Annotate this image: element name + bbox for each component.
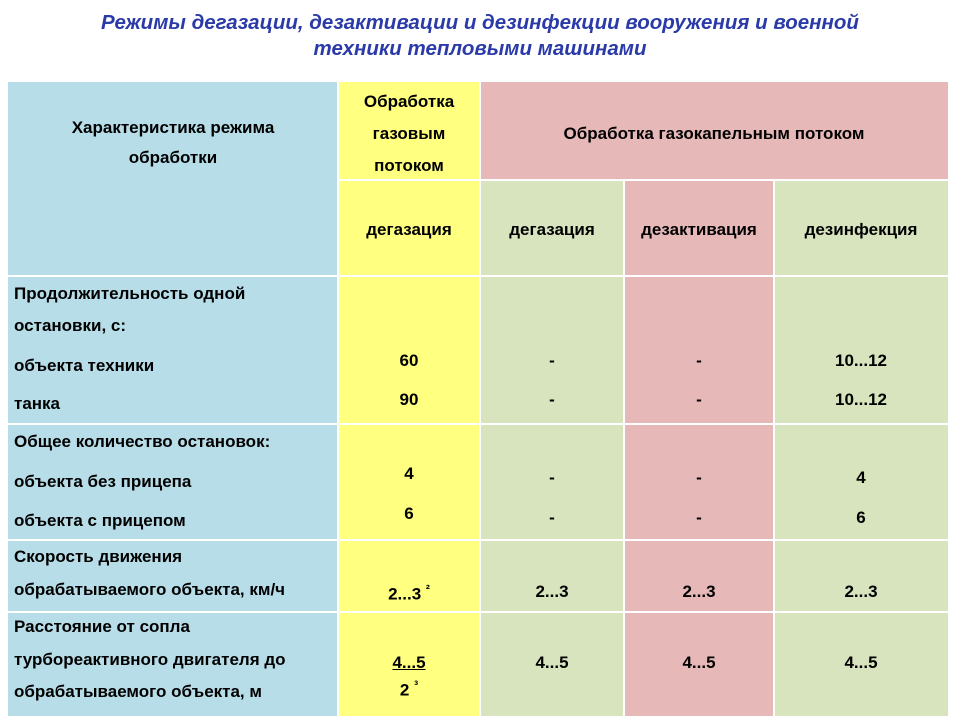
header-characteristic-line-1: Характеристика режима xyxy=(71,118,275,137)
cell-value: 2...3 xyxy=(682,582,716,601)
subheader-label: дезинфекция xyxy=(804,220,918,239)
subheader-label: дегазация xyxy=(366,220,452,239)
row-distance-c2 xyxy=(480,612,624,716)
header-gas-flow-line-3: потоком xyxy=(374,156,444,175)
footnote-mark: ³ xyxy=(414,678,419,692)
subheader-label: дезактивация xyxy=(641,220,757,239)
row-distance-c1 xyxy=(338,612,480,716)
cell-value: - xyxy=(549,351,555,370)
cell-value: 60 xyxy=(399,351,419,370)
row-distance-c3 xyxy=(624,612,774,716)
cell-value: 4...5 xyxy=(392,653,426,672)
cell-value: 4 xyxy=(404,464,414,483)
cell-value: 10...12 xyxy=(835,390,887,409)
row-speed-c2 xyxy=(480,540,624,612)
row-stops-item-1: объекта без прицепа xyxy=(14,472,192,491)
cell-value xyxy=(338,582,480,605)
row-distance-label-cell xyxy=(8,612,338,716)
row-stops-label: Общее количество остановок: xyxy=(14,432,271,451)
grid-line xyxy=(479,82,481,716)
cell-value: - xyxy=(696,390,702,409)
subheader-decontamination xyxy=(624,180,774,276)
cell-value: 4 xyxy=(856,468,866,487)
header-gas-flow-line-1: Обработка xyxy=(363,92,455,111)
row-duration-label-2: остановки, с: xyxy=(14,316,127,335)
header-gas-flow-line-2: газовым xyxy=(372,124,446,143)
row-duration-label-cell xyxy=(8,276,338,424)
row-speed-label-2: обрабатываемого объекта, км/ч xyxy=(14,580,286,599)
row-stops-item-2: объекта с прицепом xyxy=(14,511,186,530)
cell-value: 2...3 xyxy=(535,582,569,601)
grid-line xyxy=(8,423,948,425)
row-distance-label-3: обрабатываемого объекта, м xyxy=(14,682,262,701)
cell-value: 2...3 xyxy=(844,582,878,601)
row-duration-c4 xyxy=(774,276,948,424)
row-speed-label-cell xyxy=(8,540,338,612)
cell-value: - xyxy=(696,351,702,370)
cell-value: 4...5 xyxy=(682,653,716,672)
row-speed-c3 xyxy=(624,540,774,612)
header-gas-drop-flow-label: Обработка газокапельным потоком xyxy=(563,124,865,143)
cell-value-text: 2...3 xyxy=(388,584,422,604)
grid-line xyxy=(8,611,948,613)
grid-line xyxy=(338,179,948,181)
page-title xyxy=(0,10,960,62)
row-stops-c4 xyxy=(774,424,948,540)
grid-line xyxy=(8,539,948,541)
row-duration-item-2: танка xyxy=(14,394,61,413)
grid-line xyxy=(8,275,948,277)
cell-value: 4...5 xyxy=(844,653,878,672)
grid-line xyxy=(337,82,339,716)
row-speed-c4 xyxy=(774,540,948,612)
cell-value-2 xyxy=(338,678,480,701)
row-speed-c1 xyxy=(338,540,480,612)
header-gas-drop-flow-cell xyxy=(480,82,948,180)
cell-value-text: 2 xyxy=(399,680,410,700)
cell-value: - xyxy=(696,508,702,527)
cell-value: 90 xyxy=(399,390,419,409)
row-stops-c3 xyxy=(624,424,774,540)
header-characteristic-line-2: обработки xyxy=(128,148,218,167)
subheader-label: дегазация xyxy=(509,220,595,239)
grid-line xyxy=(773,180,775,716)
row-duration-c2 xyxy=(480,276,624,424)
title-line-2: техники тепловыми машинами xyxy=(313,37,647,60)
row-duration-c3 xyxy=(624,276,774,424)
row-duration-item-1: объекта техники xyxy=(14,356,155,375)
row-duration-c1 xyxy=(338,276,480,424)
title-line-1: Режимы дегазации, дезактивации и дезинфекции вооружения и военной xyxy=(101,11,859,34)
cell-value: 6 xyxy=(404,504,414,523)
cell-value: - xyxy=(549,468,555,487)
grid-line xyxy=(623,180,625,716)
row-stops-c1 xyxy=(338,424,480,540)
cell-value: - xyxy=(696,468,702,487)
subheader-degassing-drop xyxy=(480,180,624,276)
row-stops-label-cell xyxy=(8,424,338,540)
subheader-disinfection xyxy=(774,180,948,276)
row-distance-c4 xyxy=(774,612,948,716)
row-speed-label-1: Скорость движения xyxy=(14,547,183,566)
header-characteristic-cell xyxy=(8,82,338,276)
row-distance-label-1: Расстояние от сопла xyxy=(14,617,190,636)
row-stops-c2 xyxy=(480,424,624,540)
subheader-degassing-gas xyxy=(338,180,480,276)
cell-value: 10...12 xyxy=(835,351,887,370)
cell-value: - xyxy=(549,508,555,527)
cell-value: - xyxy=(549,390,555,409)
header-gas-flow-cell xyxy=(338,82,480,180)
row-distance-label-2: турбореактивного двигателя до xyxy=(14,650,286,669)
cell-value: 6 xyxy=(856,508,866,527)
row-duration-label-1: Продолжительность одной xyxy=(14,284,246,303)
footnote-mark: ² xyxy=(425,582,430,596)
cell-value: 4...5 xyxy=(535,653,569,672)
